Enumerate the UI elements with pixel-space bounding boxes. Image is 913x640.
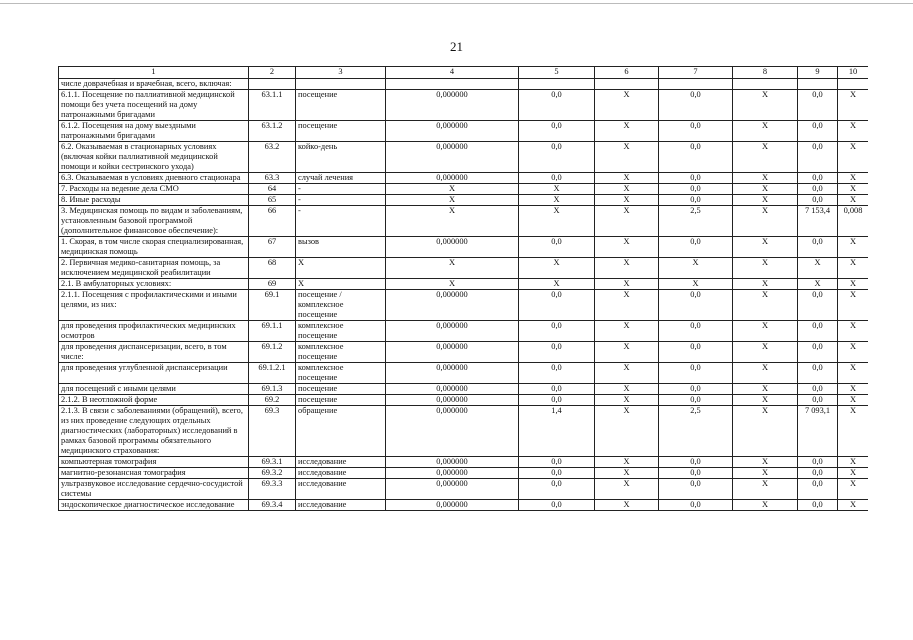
table-cell: X	[595, 406, 659, 457]
table-cell: X	[386, 258, 519, 279]
table-cell: X	[595, 142, 659, 173]
table-cell: X	[838, 184, 869, 195]
table-cell: 0,000000	[386, 406, 519, 457]
table-cell: исследование	[296, 500, 386, 511]
table-cell: X	[733, 206, 798, 237]
table-cell: 0,000000	[386, 500, 519, 511]
table-cell: для проведения профилактических медицинских осмотров	[59, 321, 249, 342]
table-cell: 0,000000	[386, 173, 519, 184]
table-cell: -	[296, 195, 386, 206]
table-cell: 0,0	[798, 468, 838, 479]
table-cell: X	[838, 342, 869, 363]
table-cell: 0,0	[519, 121, 595, 142]
table-cell: 63.1.2	[249, 121, 296, 142]
table-cell: X	[386, 206, 519, 237]
table-row	[59, 258, 869, 279]
table-cell: 69.3.1	[249, 457, 296, 468]
table-cell: 0,0	[659, 363, 733, 384]
table-cell: X	[838, 90, 869, 121]
table-cell	[733, 79, 798, 90]
table-cell: 2.1.1. Посещения с профилактическими и иными целями, из них:	[59, 290, 249, 321]
table-cell: X	[595, 195, 659, 206]
table-cell: X	[733, 384, 798, 395]
table-cell: 0,0	[798, 479, 838, 500]
table-cell: X	[595, 457, 659, 468]
table-cell: случай лечения	[296, 173, 386, 184]
table-cell: 0,0	[659, 500, 733, 511]
table-cell: 2,5	[659, 406, 733, 457]
table-cell: 0,0	[519, 500, 595, 511]
table-cell: X	[595, 290, 659, 321]
header-cell: 1	[59, 67, 249, 79]
table-cell: 0,0	[659, 90, 733, 121]
table-cell	[659, 79, 733, 90]
table-cell: 8. Иные расходы	[59, 195, 249, 206]
table-cell: 67	[249, 237, 296, 258]
table-cell: 1. Скорая, в том числе скорая специализированная, медицинская помощь	[59, 237, 249, 258]
table-cell: 0,0	[519, 237, 595, 258]
table-cell: X	[838, 395, 869, 406]
header-cell: 10	[838, 67, 869, 79]
table-cell: посещение	[296, 90, 386, 121]
table-cell: 0,0	[659, 142, 733, 173]
table-cell: X	[519, 206, 595, 237]
table-cell: X	[838, 406, 869, 457]
table-cell: 0,0	[798, 90, 838, 121]
table-cell: X	[595, 500, 659, 511]
table-cell: X	[595, 184, 659, 195]
table-cell: 0,0	[659, 121, 733, 142]
table-cell: 0,000000	[386, 290, 519, 321]
table-cell: 0,0	[519, 363, 595, 384]
table-cell: комплексное посещение	[296, 321, 386, 342]
table-row	[59, 468, 869, 479]
table-cell: X	[595, 121, 659, 142]
table-cell: 0,0	[519, 384, 595, 395]
table-cell: X	[733, 321, 798, 342]
table-cell: 69.1.1	[249, 321, 296, 342]
table-cell: 0,000000	[386, 363, 519, 384]
table-cell: 0,0	[659, 237, 733, 258]
table-cell: X	[733, 395, 798, 406]
table-cell: X	[838, 363, 869, 384]
table-cell: 0,0	[519, 479, 595, 500]
header-cell: 5	[519, 67, 595, 79]
table-cell: посещение	[296, 395, 386, 406]
table-row	[59, 290, 869, 321]
table-row	[59, 206, 869, 237]
table-cell: 69.1.2.1	[249, 363, 296, 384]
table-cell: 0,000000	[386, 384, 519, 395]
table-cell: 0,0	[519, 142, 595, 173]
table-cell: X	[519, 258, 595, 279]
table-cell: 66	[249, 206, 296, 237]
table-cell: 0,0	[659, 384, 733, 395]
table-cell: 69.1	[249, 290, 296, 321]
table-cell: исследование	[296, 468, 386, 479]
table-cell: эндоскопическое диагностическое исследование	[59, 500, 249, 511]
table-cell: исследование	[296, 457, 386, 468]
table-cell: X	[595, 279, 659, 290]
table-cell: для посещений с иными целями	[59, 384, 249, 395]
table-cell: ультразвуковое исследование сердечно-сосудистой системы	[59, 479, 249, 500]
table-row	[59, 195, 869, 206]
table-cell: обращение	[296, 406, 386, 457]
table-cell: 0,0	[798, 121, 838, 142]
table-cell: 3. Медицинская помощь по видам и заболеваниям, установленным базовой программой (дополнительное финансовое обеспечение):	[59, 206, 249, 237]
table-cell	[249, 79, 296, 90]
table-cell: 0,0	[519, 173, 595, 184]
table-cell: комплексное посещение	[296, 342, 386, 363]
table-cell: исследование	[296, 479, 386, 500]
header-cell: 9	[798, 67, 838, 79]
table-cell: для проведения углубленной диспансеризации	[59, 363, 249, 384]
table-cell: 0,000000	[386, 321, 519, 342]
table-cell: 69.3.4	[249, 500, 296, 511]
table-cell: 63.3	[249, 173, 296, 184]
table-cell: 0,0	[798, 173, 838, 184]
table-cell: X	[733, 237, 798, 258]
table-cell: X	[733, 457, 798, 468]
table-cell	[838, 79, 869, 90]
table-cell: X	[733, 195, 798, 206]
table-cell: 0,000000	[386, 121, 519, 142]
table-cell: 0,0	[659, 457, 733, 468]
table-cell: 2. Первичная медико-санитарная помощь, за исключением медицинской реабилитации	[59, 258, 249, 279]
table-cell: X	[595, 237, 659, 258]
table-cell: X	[595, 384, 659, 395]
table-cell: X	[595, 90, 659, 121]
table-cell: X	[838, 121, 869, 142]
table-cell: X	[838, 290, 869, 321]
table-cell: 0,000000	[386, 479, 519, 500]
table-cell: 63.2	[249, 142, 296, 173]
table-cell: 69.1.2	[249, 342, 296, 363]
table-cell: 0,0	[659, 290, 733, 321]
table-cell: койко-день	[296, 142, 386, 173]
table-cell: 0,0	[519, 342, 595, 363]
table-cell: для проведения диспансеризации, всего, в том числе:	[59, 342, 249, 363]
table-cell: X	[798, 258, 838, 279]
table-cell: -	[296, 184, 386, 195]
table-cell: X	[733, 468, 798, 479]
table-row	[59, 500, 869, 511]
table-cell: X	[659, 279, 733, 290]
table-cell: комплексное посещение	[296, 363, 386, 384]
table-cell: 0,0	[659, 321, 733, 342]
table-cell	[595, 79, 659, 90]
header-cell: 8	[733, 67, 798, 79]
table-cell: 0,0	[519, 321, 595, 342]
table-cell: 6.1.1. Посещение по паллиативной медицинской помощи без учета посещений на дому патронажными бригадами	[59, 90, 249, 121]
table-cell: 0,0	[798, 363, 838, 384]
table-cell: 7 153,4	[798, 206, 838, 237]
table-row	[59, 321, 869, 342]
table-cell: 0,000000	[386, 237, 519, 258]
table-cell: посещение	[296, 384, 386, 395]
table-cell: 0,008	[838, 206, 869, 237]
table-cell: X	[838, 142, 869, 173]
table-cell: X	[838, 479, 869, 500]
table-cell: 7. Расходы на ведение дела СМО	[59, 184, 249, 195]
table-row	[59, 90, 869, 121]
table-cell: X	[733, 121, 798, 142]
table-cell: 0,0	[659, 479, 733, 500]
table-cell: X	[595, 206, 659, 237]
table-cell: X	[838, 321, 869, 342]
table-cell: 64	[249, 184, 296, 195]
table-cell: 0,0	[798, 395, 838, 406]
table-cell: 0,0	[798, 342, 838, 363]
table-cell: X	[733, 279, 798, 290]
table-cell: 0,0	[519, 468, 595, 479]
header-cell: 4	[386, 67, 519, 79]
table-cell: 2,5	[659, 206, 733, 237]
table-cell: X	[838, 500, 869, 511]
table-cell: X	[733, 363, 798, 384]
table-cell: 6.3. Оказываемая в условиях дневного стационара	[59, 173, 249, 184]
table-cell: 0,0	[659, 195, 733, 206]
table-cell: 0,0	[798, 142, 838, 173]
table-cell: 0,0	[798, 237, 838, 258]
table-row	[59, 184, 869, 195]
table-cell: 0,0	[659, 173, 733, 184]
table-row	[59, 406, 869, 457]
table-cell: 0,000000	[386, 395, 519, 406]
table-row	[59, 457, 869, 468]
header-cell: 3	[296, 67, 386, 79]
page-number: 21	[450, 39, 463, 54]
table-cell: X	[296, 258, 386, 279]
table-cell: 65	[249, 195, 296, 206]
table-cell: X	[838, 173, 869, 184]
table-cell: вызов	[296, 237, 386, 258]
table-cell: 0,0	[519, 457, 595, 468]
table-cell: X	[595, 173, 659, 184]
table-row	[59, 79, 869, 90]
table-cell: 0,0	[519, 290, 595, 321]
table-cell: 0,0	[659, 468, 733, 479]
table-cell	[386, 79, 519, 90]
table-cell: X	[733, 406, 798, 457]
table-row	[59, 342, 869, 363]
table-row	[59, 363, 869, 384]
table-cell: X	[595, 258, 659, 279]
table-cell: 0,0	[798, 321, 838, 342]
table-cell	[296, 79, 386, 90]
table-cell: 69	[249, 279, 296, 290]
table-cell	[798, 79, 838, 90]
table-cell: 0,0	[659, 342, 733, 363]
table-cell: 69.3	[249, 406, 296, 457]
table-row	[59, 384, 869, 395]
table-cell: посещение / комплексное посещение	[296, 290, 386, 321]
table-cell: X	[733, 90, 798, 121]
table-cell: 0,0	[659, 395, 733, 406]
table-cell: 0,000000	[386, 142, 519, 173]
table-cell: 0,000000	[386, 457, 519, 468]
table-cell: X	[838, 468, 869, 479]
table-cell: X	[733, 184, 798, 195]
table-cell: 0,0	[798, 195, 838, 206]
table-cell: 0,000000	[386, 90, 519, 121]
table-cell: X	[838, 384, 869, 395]
table-cell: X	[519, 279, 595, 290]
table-cell: X	[386, 279, 519, 290]
table-cell: компьютерная томография	[59, 457, 249, 468]
table-cell: 0,0	[798, 290, 838, 321]
table-cell: X	[838, 237, 869, 258]
table-cell: 68	[249, 258, 296, 279]
table-cell: 0,0	[798, 500, 838, 511]
table-cell: 69.3.2	[249, 468, 296, 479]
table-cell: X	[595, 321, 659, 342]
table-row	[59, 479, 869, 500]
table-header	[59, 67, 869, 79]
table-cell: X	[659, 258, 733, 279]
table-cell: X	[838, 457, 869, 468]
table-cell: 0,0	[798, 384, 838, 395]
table-cell: X	[838, 195, 869, 206]
table-cell: X	[386, 184, 519, 195]
table-row	[59, 173, 869, 184]
table-cell: X	[386, 195, 519, 206]
table-row	[59, 395, 869, 406]
header-cell: 7	[659, 67, 733, 79]
data-table	[58, 66, 868, 511]
table-cell: X	[519, 184, 595, 195]
table-cell: X	[733, 258, 798, 279]
table-cell: X	[838, 258, 869, 279]
top-rule	[0, 3, 913, 4]
table-cell: X	[595, 479, 659, 500]
table-cell: X	[798, 279, 838, 290]
table-body	[59, 79, 869, 511]
table-cell: X	[838, 279, 869, 290]
table-cell: 69.3.3	[249, 479, 296, 500]
table-cell: 6.1.2. Посещения на дому выездными патронажными бригадами	[59, 121, 249, 142]
table-cell: 69.1.3	[249, 384, 296, 395]
table-cell: X	[296, 279, 386, 290]
table-cell: 69.2	[249, 395, 296, 406]
table-cell: 6.2. Оказываемая в стационарных условиях (включая койки паллиативной медицинской помощи и койки сестринского ухода)	[59, 142, 249, 173]
table-cell: 0,0	[798, 457, 838, 468]
table-cell: 7 093,1	[798, 406, 838, 457]
table-cell: 1,4	[519, 406, 595, 457]
table-cell: 2.1.3. В связи с заболеваниями (обращений), всего, из них проведение следующих отдельных диагностических (лабораторных) исследований в рамках базовой программы обязательного медицинского страхования:	[59, 406, 249, 457]
table-cell: 63.1.1	[249, 90, 296, 121]
table-cell: 0,0	[519, 90, 595, 121]
table-cell: X	[519, 195, 595, 206]
table-cell: X	[595, 363, 659, 384]
table-cell: 0,000000	[386, 468, 519, 479]
table-cell: X	[595, 395, 659, 406]
table-row	[59, 279, 869, 290]
table-cell: X	[595, 342, 659, 363]
table-cell: X	[595, 468, 659, 479]
table-cell	[519, 79, 595, 90]
table-cell: X	[733, 142, 798, 173]
table-cell: X	[733, 173, 798, 184]
header-cell: 2	[249, 67, 296, 79]
table-cell: X	[733, 500, 798, 511]
table-cell: X	[733, 479, 798, 500]
table-cell: магнитно-резонансная томография	[59, 468, 249, 479]
table-row	[59, 142, 869, 173]
table-cell: 0,0	[798, 184, 838, 195]
table-frame	[58, 66, 868, 640]
table-cell: посещение	[296, 121, 386, 142]
table-cell: 2.1.2. В неотложной форме	[59, 395, 249, 406]
table-cell: X	[733, 342, 798, 363]
table-cell: 2.1. В амбулаторных условиях:	[59, 279, 249, 290]
table-row	[59, 237, 869, 258]
table-cell: 0,0	[659, 184, 733, 195]
table-cell: 0,0	[519, 395, 595, 406]
table-row	[59, 121, 869, 142]
table-cell: числе доврачебная и врачебная, всего, включая:	[59, 79, 249, 90]
table-cell: 0,000000	[386, 342, 519, 363]
table-cell: X	[733, 290, 798, 321]
header-cell: 6	[595, 67, 659, 79]
table-cell: -	[296, 206, 386, 237]
